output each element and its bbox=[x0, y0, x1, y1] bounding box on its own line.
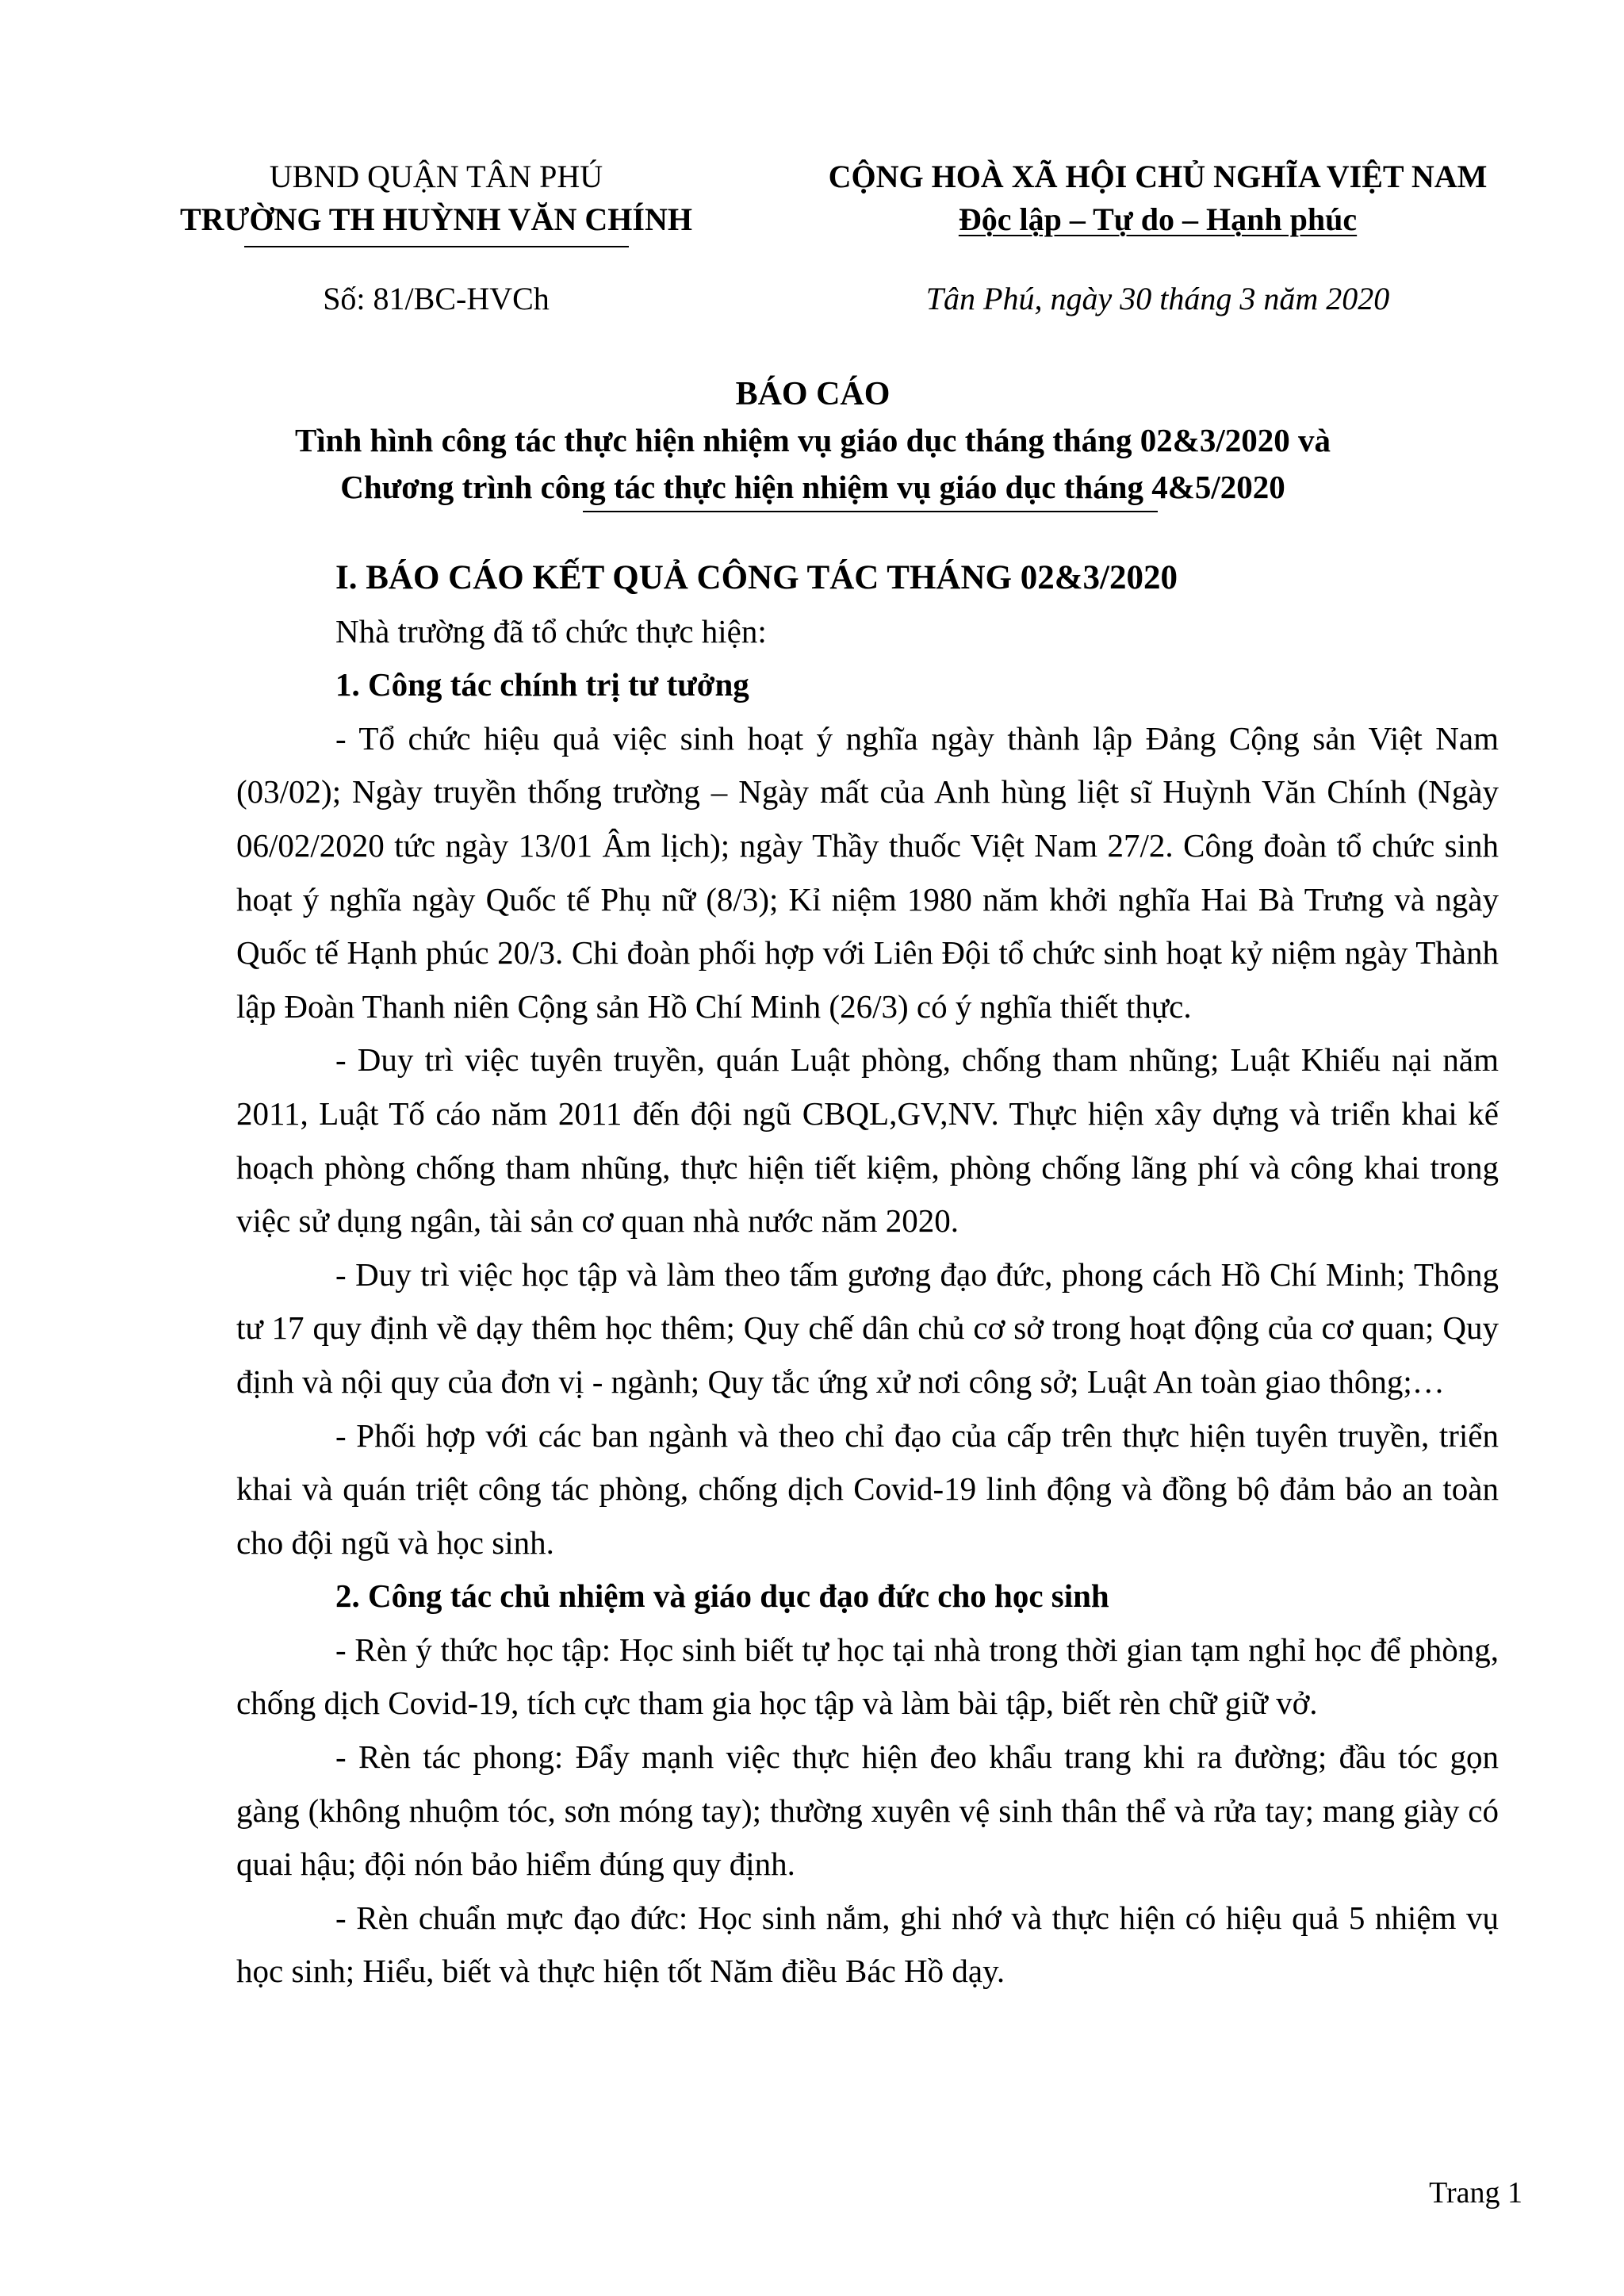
issuer-school: TRƯỜNG TH HUỲNH VĂN CHÍNH bbox=[180, 201, 692, 237]
document-subtitle-line-1: Tình hình công tác thực hiện nhiệm vụ giáo dục tháng tháng 02&3/2020 và bbox=[294, 422, 1331, 458]
document-title: BÁO CÁO bbox=[735, 376, 891, 412]
document-date: Tân Phú, ngày 30 tháng 3 năm 2020 bbox=[925, 281, 1390, 316]
title-divider bbox=[583, 511, 1158, 512]
document-title-block bbox=[159, 371, 1467, 511]
paragraph: - Phối hợp với các ban ngành và theo chỉ đạo của cấp trên thực hiện tuyên truyền, triển khai và quán triệt công tác phòng, chống dịch Covid-19 linh động và đồng bộ đảm bảo an toàn cho đội ngũ và học sinh. bbox=[236, 1416, 1499, 1561]
issuer-authority: UBND QUẬN TÂN PHÚ bbox=[269, 159, 603, 194]
intro-paragraph: Nhà trường đã tổ chức thực hiện: bbox=[335, 612, 767, 650]
document-number: Số: 81/BC-HVCh bbox=[323, 281, 550, 316]
paragraph: - Duy trì việc tuyên truyền, quán Luật phòng, chống tham nhũng; Luật Khiếu nại năm 2011, Luật Tố cáo năm 2011 đến đội ngũ CBQL,GV,NV. Thực hiện xây dựng và triển khai kế hoạch phòng chống tham nhũng, thực hiện tiết kiệm, phòng chống lãng phí và công khai trong việc sử dụng ngân, tài sản cơ quan nhà nước năm 2020. bbox=[236, 1041, 1499, 1240]
paragraph: - Rèn tác phong: Đẩy mạnh việc thực hiện đeo khẩu trang khi ra đường; đầu tóc gọn gàng (không nhuộm tóc, sơn móng tay); thường xuyên vệ sinh thân thể và rửa tay; mang giày có quai hậu; đội nón bảo hiểm đúng quy định. bbox=[236, 1738, 1499, 1883]
paragraph: - Duy trì việc học tập và làm theo tấm gương đạo đức, phong cách Hồ Chí Minh; Thông tư 17 quy định về dạy thêm học thêm; Quy chế dân chủ cơ sở trong hoạt động của cơ quan; Quy định và nội quy của đơn vị - ngành; Quy tắc ứng xử nơi công sở; Luật An toàn giao thông;… bbox=[236, 1255, 1499, 1400]
national-motto: Độc lập – Tự do – Hạnh phúc bbox=[958, 201, 1358, 237]
document-subtitle-line-2: Chương trình công tác thực hiện nhiệm vụ giáo dục tháng 4&5/2020 bbox=[340, 469, 1285, 505]
issuer-block bbox=[143, 155, 730, 247]
subsection-heading-1: 1. Công tác chính trị tư tưởng bbox=[335, 666, 749, 703]
paragraph: - Tổ chức hiệu quả việc sinh hoạt ý nghĩa ngày thành lập Đảng Cộng sản Việt Nam (03/02); Ngày truyền thống trường – Ngày mất của Anh hùng liệt sĩ Huỳnh Văn Chính (Ngày 06/02/2020 tức ngày 13/01 Âm lịch); ngày Thầy thuốc Việt Nam 27/2. Công đoàn tổ chức sinh hoạt ý nghĩa ngày Quốc tế Phụ nữ (8/3); Kỉ niệm 1980 năm khởi nghĩa Hai Bà Trưng và ngày Quốc tế Hạnh phúc 20/3. Chi đoàn phối hợp với Liên Đội tổ chức sinh hoạt kỷ niệm ngày Thành lập Đoàn Thanh niên Cộng sản Hồ Chí Minh (26/3) có ý nghĩa thiết thực. bbox=[236, 719, 1499, 1025]
country-name: CỘNG HOÀ XÃ HỘI CHỦ NGHĨA VIỆT NAM bbox=[828, 159, 1488, 194]
subsection-heading-2: 2. Công tác chủ nhiệm và giáo dục đạo đức cho học sinh bbox=[335, 1577, 1109, 1615]
paragraph: - Rèn chuẩn mực đạo đức: Học sinh nắm, ghi nhớ và thực hiện có hiệu quả 5 nhiệm vụ học sinh; Hiểu, biết và thực hiện tốt Năm điều Bác Hồ dạy. bbox=[236, 1899, 1499, 1990]
paragraph: - Rèn ý thức học tập: Học sinh biết tự học tại nhà trong thời gian tạm nghỉ học để phòng, chống dịch Covid-19, tích cực tham gia học tập và làm bài tập, biết rèn chữ giữ vở. bbox=[236, 1631, 1499, 1722]
document-body bbox=[236, 551, 1499, 1999]
section-heading: I. BÁO CÁO KẾT QUẢ CÔNG TÁC THÁNG 02&3/2020 bbox=[335, 559, 1178, 596]
national-header-block bbox=[777, 155, 1538, 241]
page-number: Trang 1 bbox=[1429, 2176, 1522, 2210]
issuer-divider bbox=[244, 246, 629, 247]
